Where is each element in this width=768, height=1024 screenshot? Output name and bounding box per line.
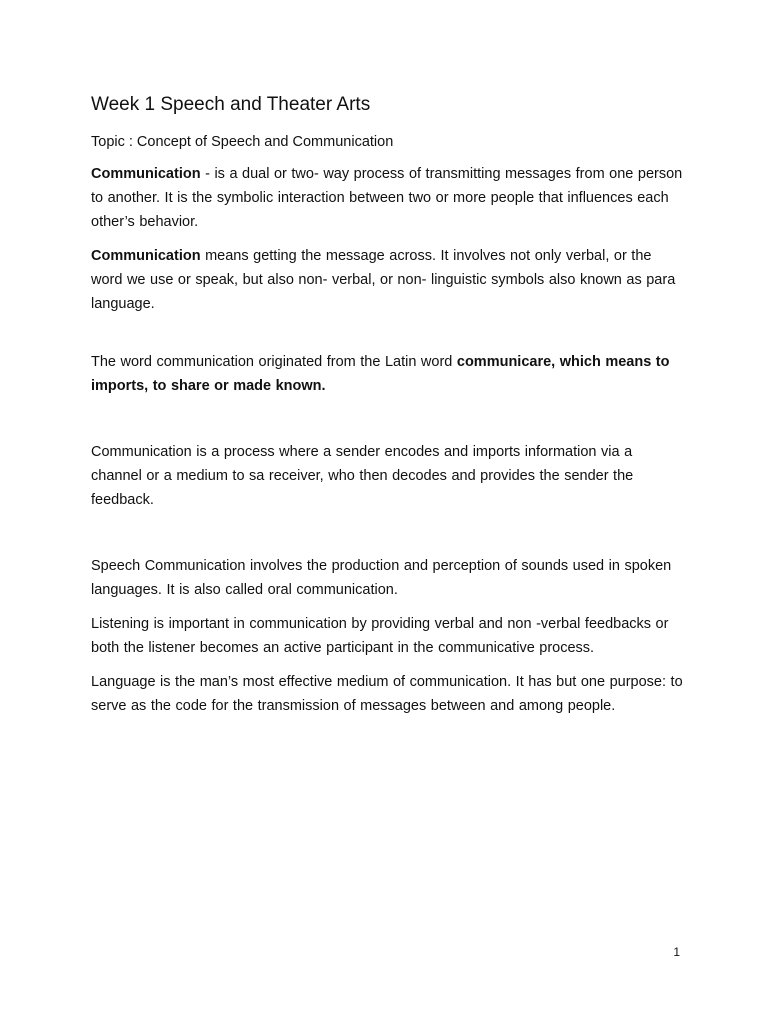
paragraph-text: means getting the message across. It involves not only verbal, or the word we use or speak, but also non- verbal, or non- linguistic symbols also known as para language. [91,248,676,312]
paragraph-language [91,670,683,718]
paragraph-lead-bold: Communication [91,166,201,182]
document-content [91,92,683,728]
paragraph-speech-communication [91,554,683,602]
paragraph-text: The word communication originated from the Latin word [91,354,457,370]
page-number: 1 [673,945,680,959]
paragraph-text: Speech Communication involves the production and perception of sounds used in spoken languages. It is also called oral communication. [91,558,672,598]
paragraph-process [91,440,683,512]
topic-line: Topic : Concept of Speech and Communication [91,134,394,150]
paragraph-text: - is a dual or two- way process of transmitting messages from one person to another. It is the symbolic interaction between two or more people that influences each other’s behavior. [91,166,683,230]
paragraph-message [91,244,683,316]
paragraph-text: Communication is a process where a sender encodes and imports information via a channel or a medium to sa receiver, who then decodes and provides the sender the feedback. [91,444,634,508]
paragraph-lead-bold: Communication [91,248,201,264]
document-title: Week 1 Speech and Theater Arts [91,94,371,115]
paragraph-text: Listening is important in communication by providing verbal and non -verbal feedbacks or both the listener becomes an active participant in the communicative process. [91,616,669,656]
paragraph-listening [91,612,683,660]
paragraph-tail-bold: communicare, which means to imports, to share or made known. [91,354,670,394]
paragraph-text: Language is the man’s most effective medium of communication. It has but one purpose: to serve as the code for the transmission of messages between and among people. [91,674,683,714]
paragraph-definition [91,162,683,234]
paragraph-etymology [91,350,683,398]
